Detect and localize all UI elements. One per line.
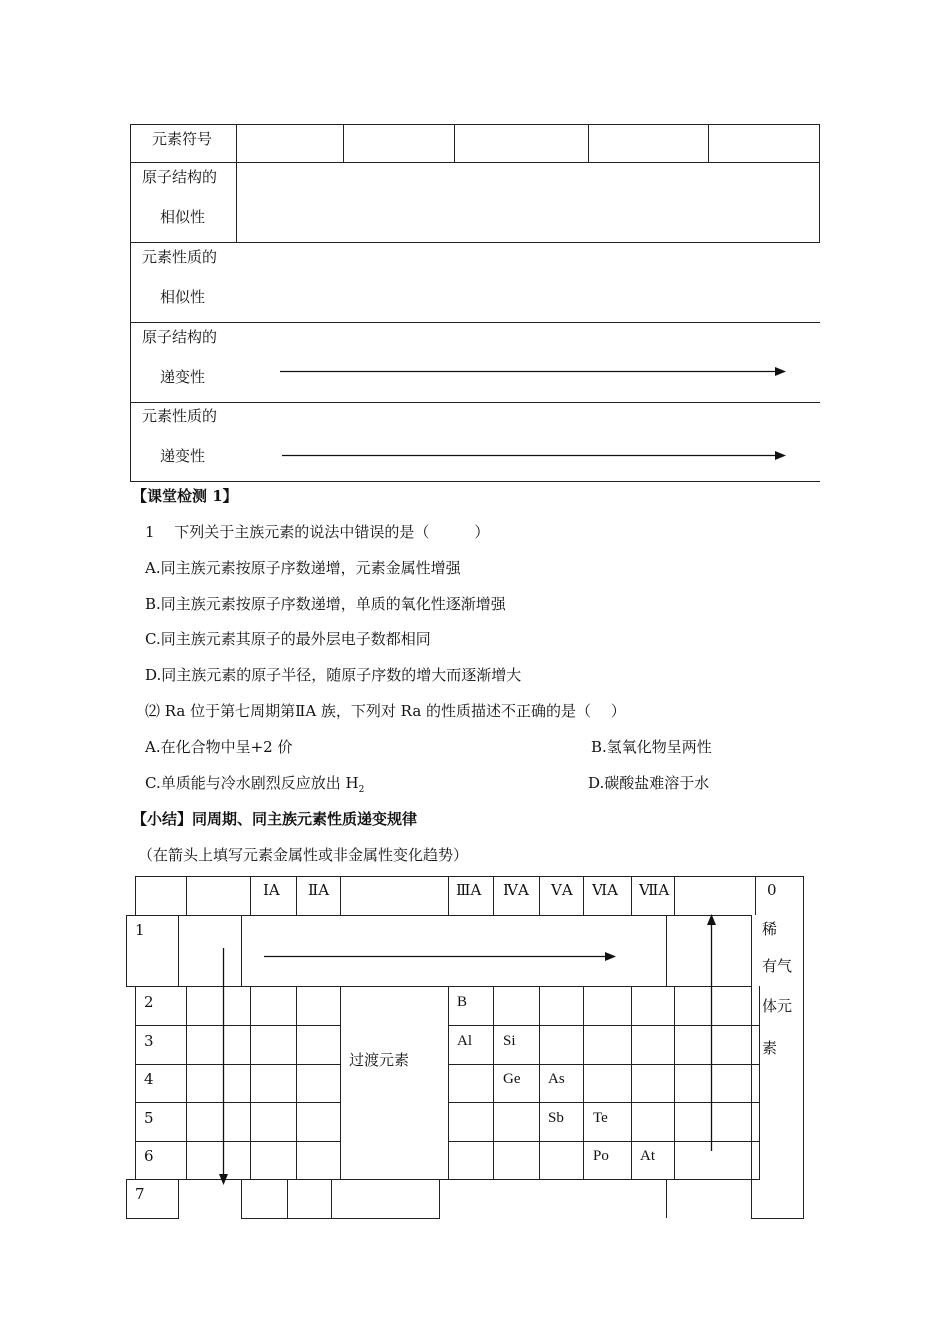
element-po: Po — [593, 1148, 609, 1164]
row-label-structure-similarity-2: 相似性 — [160, 208, 206, 226]
noble-gas-label-1: 稀 — [762, 920, 778, 938]
period-label-2: 2 — [144, 993, 154, 1011]
group-label-4a: ⅣA — [503, 881, 529, 899]
question-2-option-a: A.在化合物中呈+2 价 — [145, 738, 293, 756]
group-label-3a: ⅢA — [456, 881, 482, 899]
period-label-1: 1 — [135, 921, 145, 939]
row-label-property-trend-2: 递变性 — [160, 447, 206, 465]
question-2-stem: ⑵ Ra 位于第七周期第ⅡA 族，下列对 Ra 的性质描述不正确的是（ ） — [145, 702, 626, 720]
element-as: As — [548, 1071, 565, 1087]
element-b: B — [457, 994, 468, 1010]
period-label-5: 5 — [144, 1109, 154, 1127]
question-1-stem: 1 下列关于主族元素的说法中错误的是（ ） — [145, 523, 490, 541]
row-label-symbol: 元素符号 — [152, 130, 213, 148]
summary-note: （在箭头上填写元素金属性或非金属性变化趋势） — [138, 846, 469, 864]
group-label-0: 0 — [767, 881, 777, 899]
group-label-5a: ⅤA — [551, 881, 573, 899]
subscript-2: 2 — [358, 785, 365, 795]
group-label-2a: ⅡA — [308, 881, 330, 899]
period-label-4: 4 — [144, 1070, 154, 1088]
element-si: Si — [503, 1033, 516, 1049]
element-te: Te — [593, 1110, 608, 1126]
trend-table-grid — [130, 124, 820, 482]
row-label-structure-similarity: 原子结构的 — [142, 168, 218, 186]
transition-elements-label: 过渡元素 — [349, 1051, 410, 1069]
row-label-property-similarity-2: 相似性 — [160, 288, 206, 306]
row-label-property-trend: 元素性质的 — [142, 407, 218, 425]
question-2-option-c-text: C.单质能与冷水剧烈反应放出 H — [145, 774, 359, 792]
group-label-1a: ⅠA — [263, 881, 280, 899]
question-1-option-b: B.同主族元素按原子序数递增，单质的氧化性逐渐增强 — [145, 595, 506, 613]
question-1-option-d: D.同主族元素的原子半径，随原子序数的增大而逐渐增大 — [145, 666, 522, 684]
question-1-option-c: C.同主族元素其原子的最外层电子数都相同 — [145, 630, 431, 648]
question-1-option-a: A.同主族元素按原子序数递增，元素金属性增强 — [145, 559, 461, 577]
element-at: At — [640, 1148, 655, 1164]
question-2-option-d: D.碳酸盐难溶于水 — [588, 774, 710, 792]
row-label-property-similarity: 元素性质的 — [142, 248, 218, 266]
question-2-option-c — [145, 773, 364, 800]
noble-gas-label-3: 体元 — [762, 997, 793, 1015]
summary-heading: 【小结】同周期、同主族元素性质递变规律 — [132, 810, 418, 828]
element-sb: Sb — [548, 1110, 564, 1126]
group-label-6a: ⅥA — [592, 881, 618, 899]
noble-gas-label-4: 素 — [762, 1039, 778, 1057]
question-2-option-b: B.氢氧化物呈两性 — [591, 738, 712, 756]
element-al: Al — [457, 1033, 472, 1049]
noble-gas-label-2: 有气 — [762, 957, 793, 975]
check-heading: 【课堂检测 1】 — [132, 487, 238, 505]
element-ge: Ge — [503, 1071, 521, 1087]
period-label-6: 6 — [144, 1147, 154, 1165]
row-label-structure-trend-2: 递变性 — [160, 368, 206, 386]
periodic-table — [126, 876, 806, 1221]
trend-table — [130, 124, 820, 482]
period-label-7: 7 — [135, 1185, 145, 1203]
period-label-3: 3 — [144, 1032, 154, 1050]
group-label-7a: ⅦA — [639, 881, 670, 899]
row-label-structure-trend: 原子结构的 — [142, 328, 218, 346]
